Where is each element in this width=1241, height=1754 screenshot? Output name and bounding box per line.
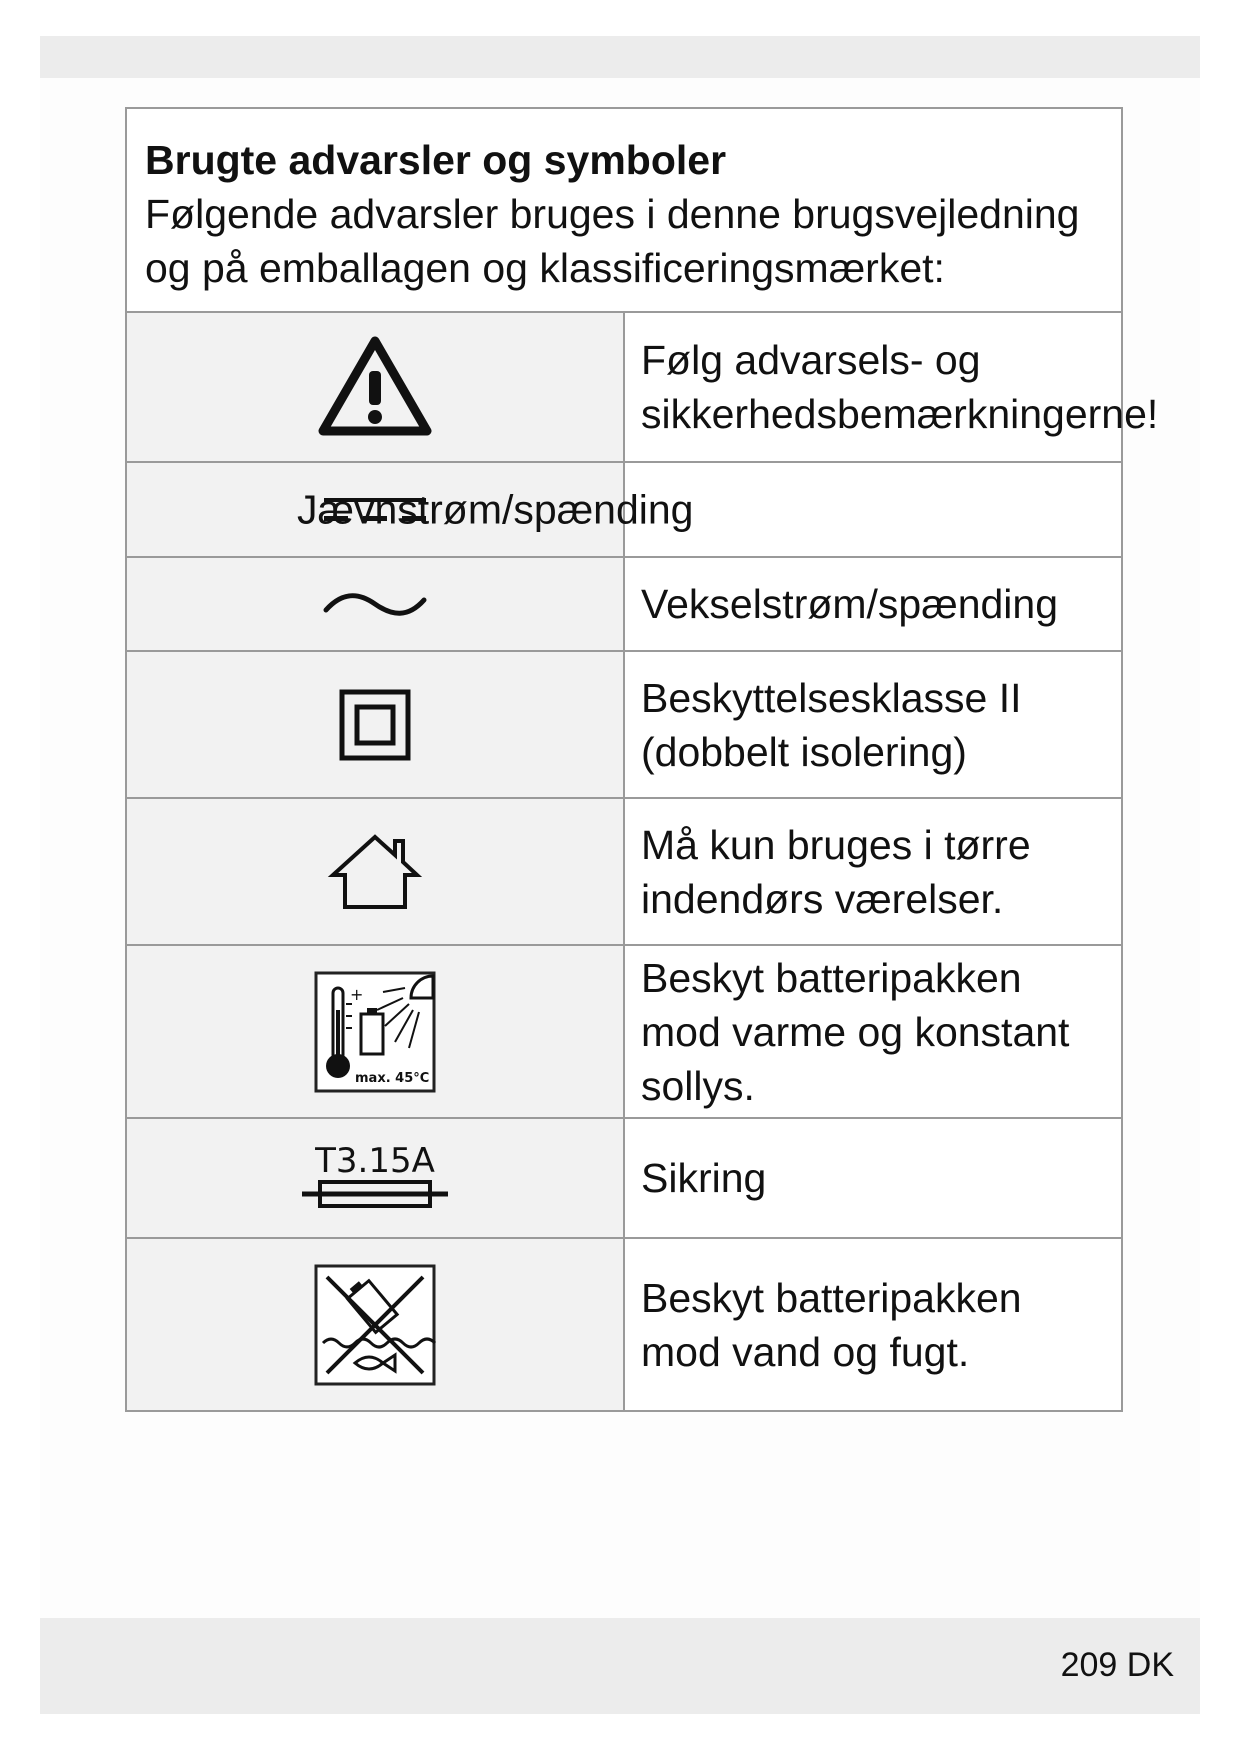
heat-sun-battery-icon	[313, 970, 437, 1094]
table-header-row	[126, 108, 1122, 312]
fuse-rating-label: T3.15A	[315, 1141, 435, 1181]
icon-cell	[126, 651, 624, 798]
symbol-description: Beskyt batteripakken mod vand og fugt.	[624, 1238, 1122, 1411]
icon-cell	[126, 798, 624, 945]
table-row	[126, 312, 1122, 462]
no-water-battery-icon	[313, 1263, 437, 1387]
table-row	[126, 798, 1122, 945]
symbols-table	[125, 107, 1159, 1412]
top-margin-bar	[40, 36, 1200, 78]
icon-cell	[126, 1118, 624, 1238]
alternating-current-icon	[320, 584, 430, 624]
table-header-cell	[126, 108, 1122, 312]
max-temp-label: max. 45°C	[355, 1070, 430, 1086]
symbol-description: Beskyttelsesklasse II (dobbelt isolering)	[624, 651, 1122, 798]
icon-cell	[126, 312, 624, 462]
table-row	[126, 1118, 1122, 1238]
fuse-icon	[300, 1140, 450, 1216]
section-intro: Følgende advarsler bruges i denne brugsvejledning og på emballagen og klassificeringsmærket:	[145, 191, 1080, 291]
symbol-description: Beskyt batteripakken mod varme og konstant sollys.	[624, 945, 1122, 1118]
symbol-description: Jævnstrøm/spænding	[297, 486, 694, 532]
section-title: Brugte advarsler og symboler	[145, 137, 727, 183]
symbol-description: Følg advarsels- og sikkerhedsbemærkningerne!	[624, 312, 1122, 462]
symbol-description-cell	[624, 462, 1122, 557]
table-row	[126, 651, 1122, 798]
table-row	[126, 945, 1122, 1118]
footer-bar	[40, 1618, 1200, 1714]
icon-cell	[126, 462, 694, 557]
icon-cell	[126, 945, 624, 1118]
icon-cell	[126, 557, 624, 651]
symbol-description: Sikring	[624, 1118, 1122, 1238]
table-row	[126, 557, 1122, 651]
indoor-house-icon	[327, 831, 423, 913]
table-row	[126, 1238, 1122, 1411]
symbol-description: Må kun bruges i tørre indendørs værelser.	[624, 798, 1122, 945]
page-number: 209 DK	[1060, 1646, 1174, 1684]
svg-text:+: +	[350, 984, 364, 1004]
table-row	[126, 462, 1122, 557]
warning-triangle-icon	[315, 333, 435, 441]
protection-class-ii-icon	[337, 687, 413, 763]
symbol-description: Vekselstrøm/spænding	[624, 557, 1122, 651]
icon-cell	[126, 1238, 624, 1411]
